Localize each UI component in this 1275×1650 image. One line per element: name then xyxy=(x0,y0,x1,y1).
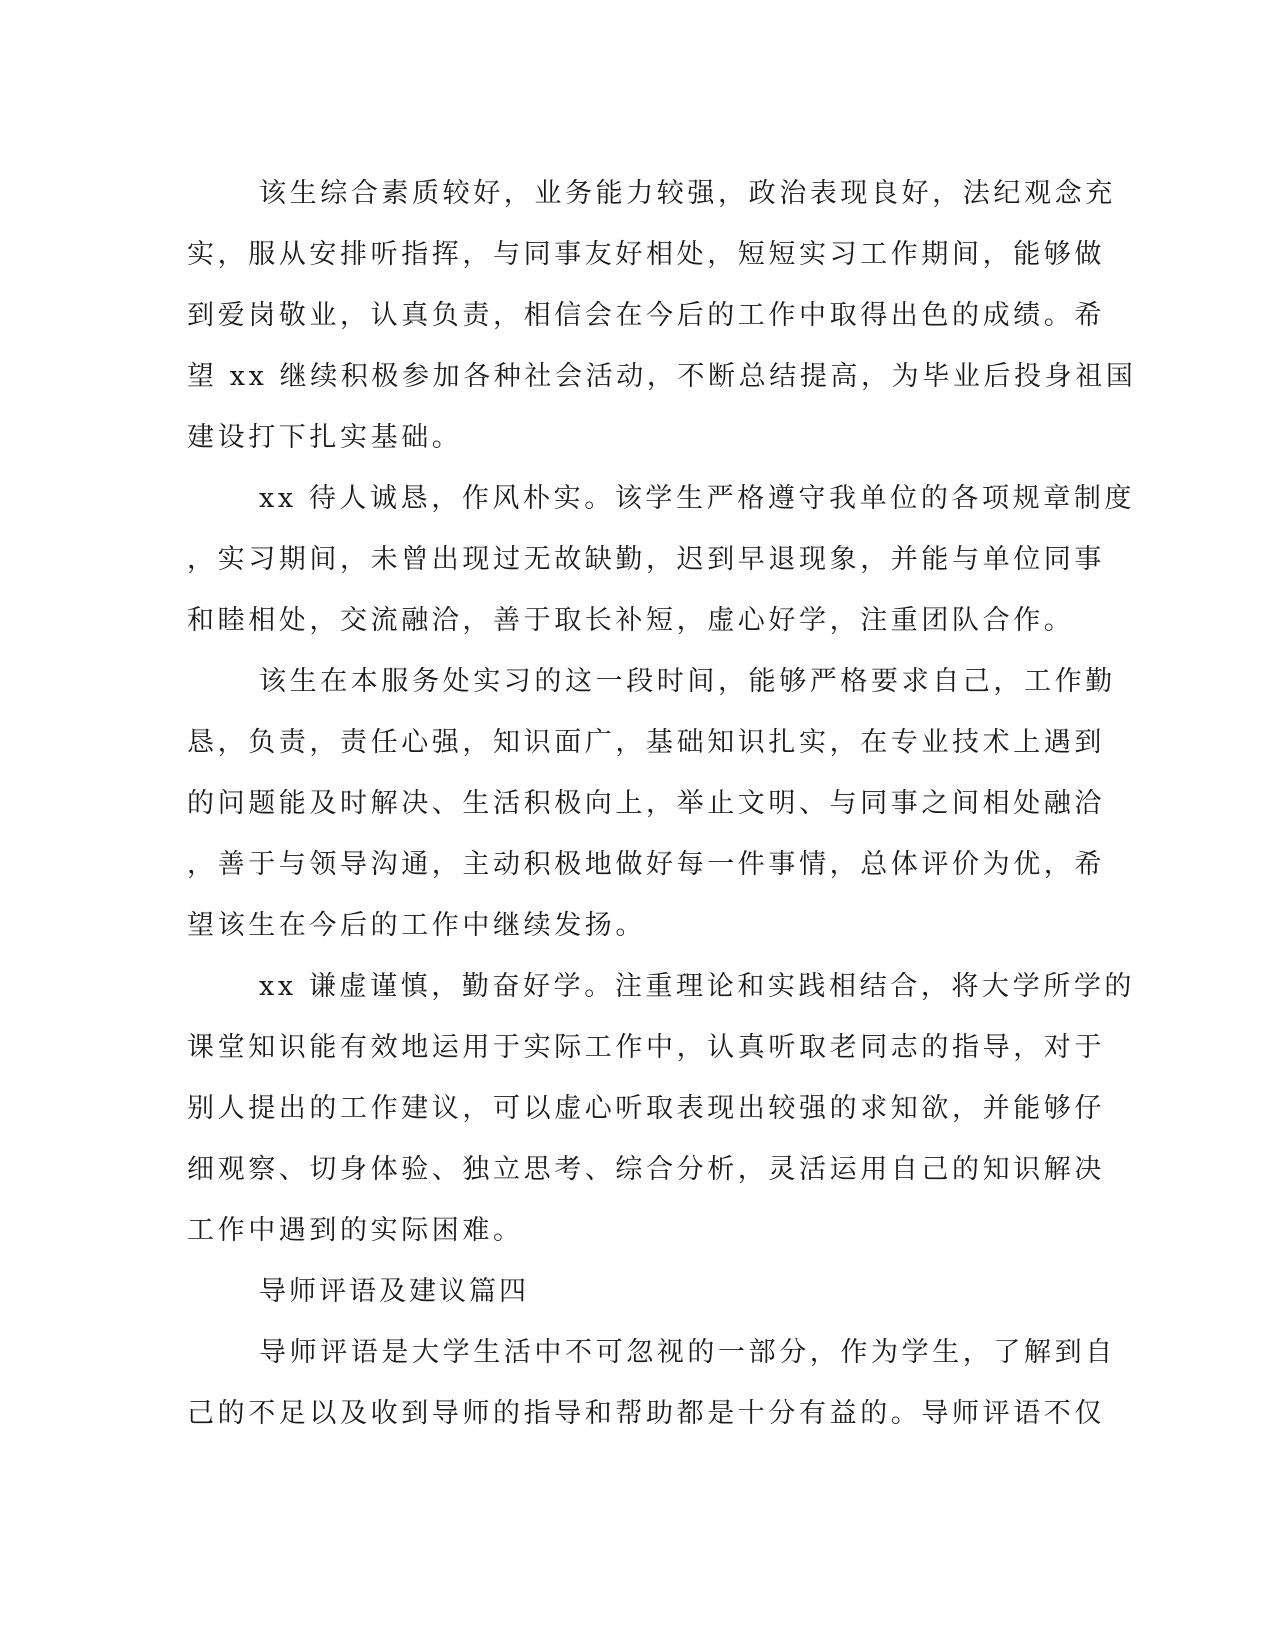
text-line: xx 待人诚恳，作风朴实。该学生严格遵守我单位的各项规章制度 xyxy=(259,483,1136,514)
text-line: 恳，负责，责任心强，知识面广，基础知识扎实，在专业技术上遇到 xyxy=(187,727,1105,758)
text-line: 望该生在今后的工作中继续发扬。 xyxy=(187,910,646,941)
section-heading-text: 导师评语及建议篇四 xyxy=(259,1276,529,1307)
document-body xyxy=(187,163,1137,1444)
section-heading xyxy=(187,1261,1067,1322)
text-line: 课堂知识能有效地运用于实际工作中，认真听取老同志的指导，对于 xyxy=(187,1032,1105,1063)
text-line: 该生综合素质较好，业务能力较强，政治表现良好，法纪观念充 xyxy=(259,178,1116,209)
text-line: xx 谦虚谨慎，勤奋好学。注重理论和实践相结合，将大学所学的 xyxy=(259,971,1136,1002)
text-line: 到爱岗敬业，认真负责，相信会在今后的工作中取得出色的成绩。希 xyxy=(187,300,1105,331)
text-line: 望 xx 继续积极参加各种社会活动，不断总结提高，为毕业后投身祖国 xyxy=(187,361,1137,392)
paragraph-2 xyxy=(187,468,1136,651)
text-line: 建设打下扎实基础。 xyxy=(187,422,463,453)
text-line: ，实习期间，未曾出现过无故缺勤，迟到早退现象，并能与单位同事 xyxy=(187,544,1105,575)
paragraph-5 xyxy=(187,1322,1116,1444)
text-line: 别人提出的工作建议，可以虚心听取表现出较强的求知欲，并能够仔 xyxy=(187,1093,1105,1124)
paragraph-1 xyxy=(187,163,1137,468)
text-line: 和睦相处，交流融洽，善于取长补短，虚心好学，注重团队合作。 xyxy=(187,605,1075,636)
paragraph-4 xyxy=(187,956,1136,1261)
text-line: 的问题能及时解决、生活积极向上，举止文明、与同事之间相处融洽 xyxy=(187,788,1105,819)
text-line: 实，服从安排听指挥，与同事友好相处，短短实习工作期间，能够做 xyxy=(187,239,1105,270)
text-line: 导师评语是大学生活中不可忽视的一部分，作为学生，了解到自 xyxy=(259,1337,1116,1368)
text-line: 工作中遇到的实际困难。 xyxy=(187,1215,524,1246)
text-line: 细观察、切身体验、独立思考、综合分析，灵活运用自己的知识解决 xyxy=(187,1154,1105,1185)
text-line: ，善于与领导沟通，主动积极地做好每一件事情，总体评价为优，希 xyxy=(187,849,1105,880)
text-line: 己的不足以及收到导师的指导和帮助都是十分有益的。导师评语不仅 xyxy=(187,1398,1105,1429)
text-line: 该生在本服务处实习的这一段时间，能够严格要求自己，工作勤 xyxy=(259,666,1116,697)
paragraph-3 xyxy=(187,651,1116,956)
